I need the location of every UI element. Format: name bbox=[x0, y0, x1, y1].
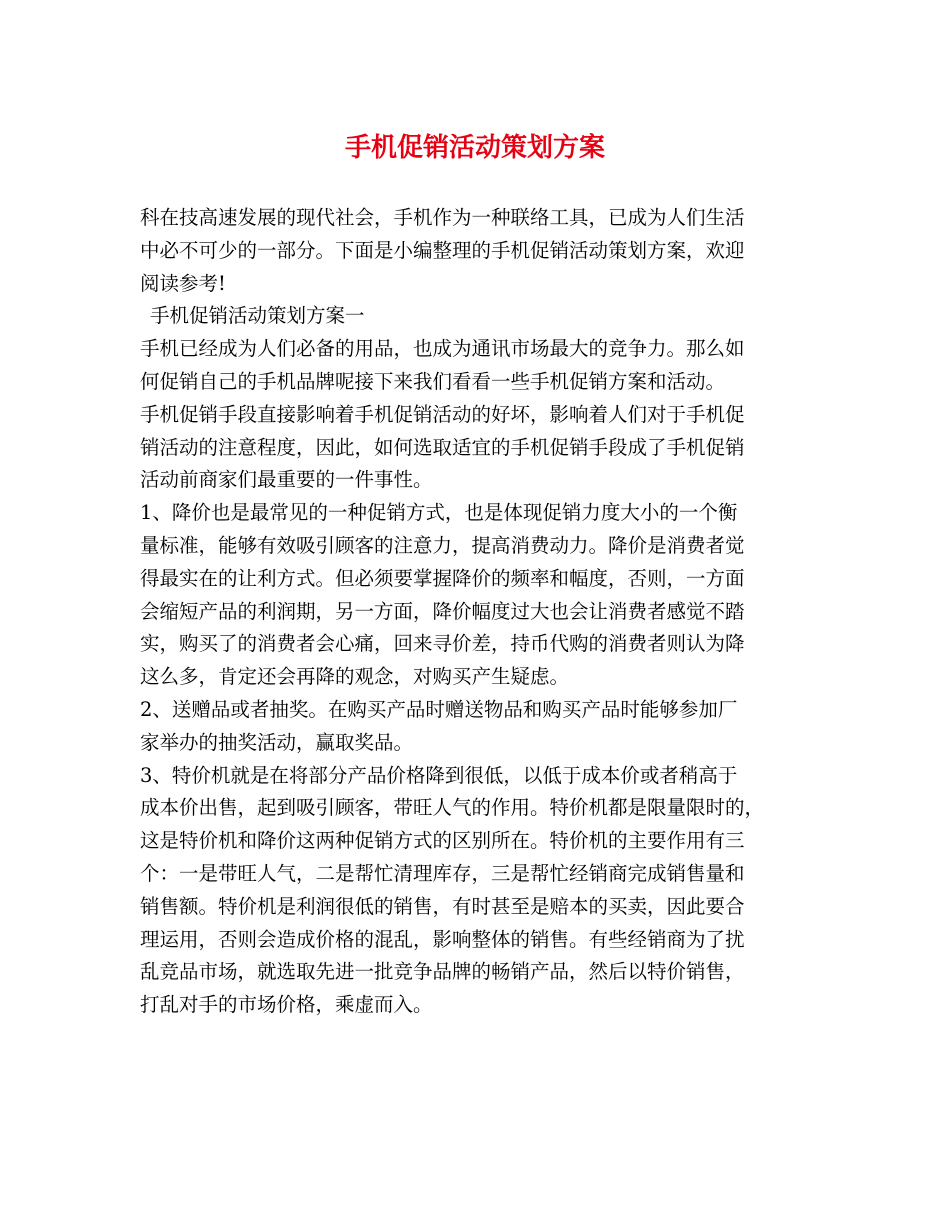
text-line: 量标准，能够有效吸引顾客的注意力，提高消费动力。降价是消费者觉 bbox=[140, 533, 745, 557]
text-line: 手机已经成为人们必备的用品，也成为通讯市场最大的竞争力。那么如 bbox=[140, 337, 745, 361]
text-line: 何促销自己的手机品牌呢接下来我们看看一些手机促销方案和活动。 bbox=[140, 369, 726, 393]
text-line: 手机促销手段直接影响着手机促销活动的好坏，影响着人们对于手机促 bbox=[140, 402, 745, 426]
text-line: 活动前商家们最重要的一件事性。 bbox=[140, 468, 433, 492]
document-title: 手机促销活动策划方案 bbox=[344, 133, 605, 163]
text-line: 销售额。特价机是利润很低的销售，有时甚至是赔本的买卖，因此要合 bbox=[140, 894, 745, 918]
text-line: 中必不可少的一部分。下面是小编整理的手机促销活动策划方案，欢迎 bbox=[140, 238, 745, 262]
text-line: 家举办的抽奖活动，赢取奖品。 bbox=[140, 730, 414, 754]
text-line: 成本价出售，起到吸引顾客，带旺人气的作用。特价机都是限量限时的， bbox=[140, 796, 765, 820]
text-line: 会缩短产品的利润期，另一方面，降价幅度过大也会让消费者感觉不踏 bbox=[140, 599, 745, 623]
section-heading: 手机促销活动策划方案一 bbox=[150, 304, 365, 328]
text-line: 乱竞品市场，就选取先进一批竞争品牌的畅销产品，然后以特价销售， bbox=[140, 960, 745, 984]
text-line: 理运用，否则会造成价格的混乱，影响整体的销售。有些经销商为了扰 bbox=[140, 927, 745, 951]
text-line: 销活动的注意程度，因此，如何选取适宜的手机促销手段成了手机促销 bbox=[140, 435, 745, 459]
text-line: 实，购买了的消费者会心痛，回来寻价差，持币代购的消费者则认为降 bbox=[140, 632, 745, 656]
text-line: 阅读参考! bbox=[140, 271, 226, 295]
text-line: 2、送赠品或者抽奖。在购买产品时赠送物品和购买产品时能够参加厂 bbox=[140, 697, 738, 721]
text-line: 1、降价也是最常见的一种促销方式，也是体现促销力度大小的一个衡 bbox=[140, 501, 738, 525]
text-line: 这是特价机和降价这两种促销方式的区别所在。特价机的主要作用有三 bbox=[140, 829, 745, 853]
text-line: 得最实在的让利方式。但必须要掌握降价的频率和幅度，否则，一方面 bbox=[140, 566, 745, 590]
text-line: 科在技高速发展的现代社会，手机作为一种联络工具，已成为人们生活 bbox=[140, 206, 745, 229]
text-line: 3、特价机就是在将部分产品价格降到很低，以低于成本价或者稍高于 bbox=[140, 763, 738, 787]
text-line: 这么多，肯定还会再降的观念，对购买产生疑虑。 bbox=[140, 665, 570, 689]
text-line: 个：一是带旺人气，二是帮忙清理库存，三是帮忙经销商完成销售量和 bbox=[140, 861, 745, 885]
document-body bbox=[140, 202, 820, 1022]
text-line: 打乱对手的市场价格，乘虚而入。 bbox=[140, 993, 433, 1017]
